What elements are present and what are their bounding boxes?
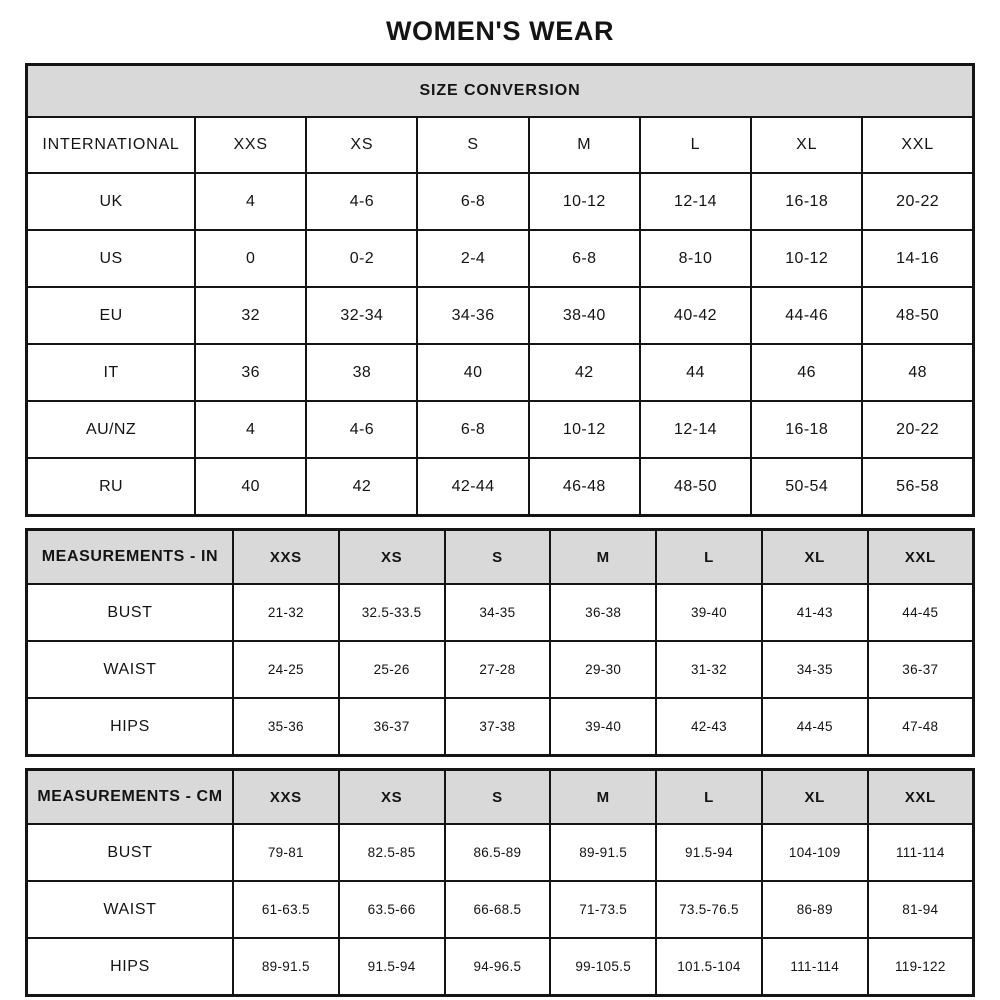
size-column-header: L	[656, 770, 762, 825]
size-column-header: S	[445, 530, 551, 585]
value-cell: 42-44	[417, 458, 528, 516]
column-header-row	[27, 117, 974, 173]
value-cell: 44	[640, 344, 751, 401]
value-cell: 71-73.5	[550, 881, 656, 938]
table-row	[27, 287, 974, 344]
value-cell: 61-63.5	[233, 881, 339, 938]
table-span-title: SIZE CONVERSION	[27, 65, 974, 118]
row-label: BUST	[27, 584, 233, 641]
value-cell: 4	[195, 173, 306, 230]
size-column-header: M	[529, 117, 640, 173]
size-column-header: XL	[751, 117, 862, 173]
table-row	[27, 344, 974, 401]
value-cell: 6-8	[529, 230, 640, 287]
measurements-cm-table	[25, 768, 975, 997]
value-cell: 40	[195, 458, 306, 516]
value-cell: 24-25	[233, 641, 339, 698]
value-cell: 48	[862, 344, 973, 401]
value-cell: 36-38	[550, 584, 656, 641]
row-label: RU	[27, 458, 196, 516]
value-cell: 42	[529, 344, 640, 401]
value-cell: 91.5-94	[339, 938, 445, 996]
row-label-header: INTERNATIONAL	[27, 117, 196, 173]
value-cell: 73.5-76.5	[656, 881, 762, 938]
size-conversion-table	[25, 63, 975, 517]
value-cell: 36-37	[868, 641, 974, 698]
value-cell: 42-43	[656, 698, 762, 756]
table-row	[27, 881, 974, 938]
row-label: UK	[27, 173, 196, 230]
table-row	[27, 401, 974, 458]
row-label: IT	[27, 344, 196, 401]
measurements-in-table	[25, 528, 975, 757]
value-cell: 4-6	[306, 401, 417, 458]
value-cell: 12-14	[640, 401, 751, 458]
size-column-header: XL	[762, 530, 868, 585]
value-cell: 39-40	[656, 584, 762, 641]
value-cell: 44-45	[868, 584, 974, 641]
value-cell: 27-28	[445, 641, 551, 698]
row-label-header: MEASUREMENTS - CM	[27, 770, 233, 825]
value-cell: 10-12	[529, 173, 640, 230]
table-title-row	[27, 65, 974, 118]
value-cell: 36-37	[339, 698, 445, 756]
value-cell: 48-50	[862, 287, 973, 344]
value-cell: 32	[195, 287, 306, 344]
value-cell: 99-105.5	[550, 938, 656, 996]
size-column-header: XL	[762, 770, 868, 825]
size-column-header: L	[656, 530, 762, 585]
value-cell: 4	[195, 401, 306, 458]
value-cell: 66-68.5	[445, 881, 551, 938]
column-header-row	[27, 770, 974, 825]
value-cell: 50-54	[751, 458, 862, 516]
column-header-row	[27, 530, 974, 585]
value-cell: 16-18	[751, 173, 862, 230]
value-cell: 101.5-104	[656, 938, 762, 996]
row-label: WAIST	[27, 641, 233, 698]
value-cell: 38	[306, 344, 417, 401]
row-label: HIPS	[27, 938, 233, 996]
table-row	[27, 698, 974, 756]
table-row	[27, 173, 974, 230]
value-cell: 40-42	[640, 287, 751, 344]
row-label: US	[27, 230, 196, 287]
row-label: WAIST	[27, 881, 233, 938]
value-cell: 34-36	[417, 287, 528, 344]
size-column-header: XXS	[233, 770, 339, 825]
row-label: HIPS	[27, 698, 233, 756]
value-cell: 21-32	[233, 584, 339, 641]
value-cell: 79-81	[233, 824, 339, 881]
value-cell: 20-22	[862, 401, 973, 458]
value-cell: 16-18	[751, 401, 862, 458]
value-cell: 6-8	[417, 401, 528, 458]
row-label: EU	[27, 287, 196, 344]
value-cell: 44-46	[751, 287, 862, 344]
value-cell: 12-14	[640, 173, 751, 230]
value-cell: 20-22	[862, 173, 973, 230]
size-column-header: S	[445, 770, 551, 825]
page-title: WOMEN'S WEAR	[385, 16, 615, 46]
value-cell: 44-45	[762, 698, 868, 756]
value-cell: 10-12	[751, 230, 862, 287]
value-cell: 4-6	[306, 173, 417, 230]
row-label-header: MEASUREMENTS - IN	[27, 530, 233, 585]
size-column-header: XXS	[233, 530, 339, 585]
value-cell: 29-30	[550, 641, 656, 698]
value-cell: 46-48	[529, 458, 640, 516]
value-cell: 32-34	[306, 287, 417, 344]
value-cell: 6-8	[417, 173, 528, 230]
value-cell: 38-40	[529, 287, 640, 344]
table-row	[27, 824, 974, 881]
value-cell: 10-12	[529, 401, 640, 458]
value-cell: 94-96.5	[445, 938, 551, 996]
value-cell: 81-94	[868, 881, 974, 938]
value-cell: 36	[195, 344, 306, 401]
value-cell: 89-91.5	[550, 824, 656, 881]
table-row	[27, 458, 974, 516]
value-cell: 34-35	[762, 641, 868, 698]
table-row	[27, 938, 974, 996]
table-row	[27, 230, 974, 287]
value-cell: 82.5-85	[339, 824, 445, 881]
value-cell: 8-10	[640, 230, 751, 287]
value-cell: 111-114	[868, 824, 974, 881]
value-cell: 34-35	[445, 584, 551, 641]
size-column-header: XS	[339, 770, 445, 825]
value-cell: 0	[195, 230, 306, 287]
row-label: AU/NZ	[27, 401, 196, 458]
value-cell: 41-43	[762, 584, 868, 641]
row-label: BUST	[27, 824, 233, 881]
value-cell: 32.5-33.5	[339, 584, 445, 641]
value-cell: 91.5-94	[656, 824, 762, 881]
value-cell: 48-50	[640, 458, 751, 516]
size-column-header: XXS	[195, 117, 306, 173]
value-cell: 119-122	[868, 938, 974, 996]
size-column-header: XXL	[868, 770, 974, 825]
value-cell: 35-36	[233, 698, 339, 756]
value-cell: 56-58	[862, 458, 973, 516]
value-cell: 39-40	[550, 698, 656, 756]
value-cell: 111-114	[762, 938, 868, 996]
value-cell: 37-38	[445, 698, 551, 756]
value-cell: 31-32	[656, 641, 762, 698]
value-cell: 86.5-89	[445, 824, 551, 881]
size-column-header: S	[417, 117, 528, 173]
size-column-header: L	[640, 117, 751, 173]
value-cell: 89-91.5	[233, 938, 339, 996]
value-cell: 14-16	[862, 230, 973, 287]
size-column-header: M	[550, 530, 656, 585]
value-cell: 46	[751, 344, 862, 401]
value-cell: 0-2	[306, 230, 417, 287]
value-cell: 86-89	[762, 881, 868, 938]
size-column-header: XXL	[868, 530, 974, 585]
value-cell: 63.5-66	[339, 881, 445, 938]
size-column-header: XS	[306, 117, 417, 173]
value-cell: 2-4	[417, 230, 528, 287]
size-column-header: XS	[339, 530, 445, 585]
value-cell: 42	[306, 458, 417, 516]
value-cell: 47-48	[868, 698, 974, 756]
table-row	[27, 584, 974, 641]
size-column-header: M	[550, 770, 656, 825]
size-column-header: XXL	[862, 117, 973, 173]
value-cell: 25-26	[339, 641, 445, 698]
table-row	[27, 641, 974, 698]
value-cell: 40	[417, 344, 528, 401]
value-cell: 104-109	[762, 824, 868, 881]
